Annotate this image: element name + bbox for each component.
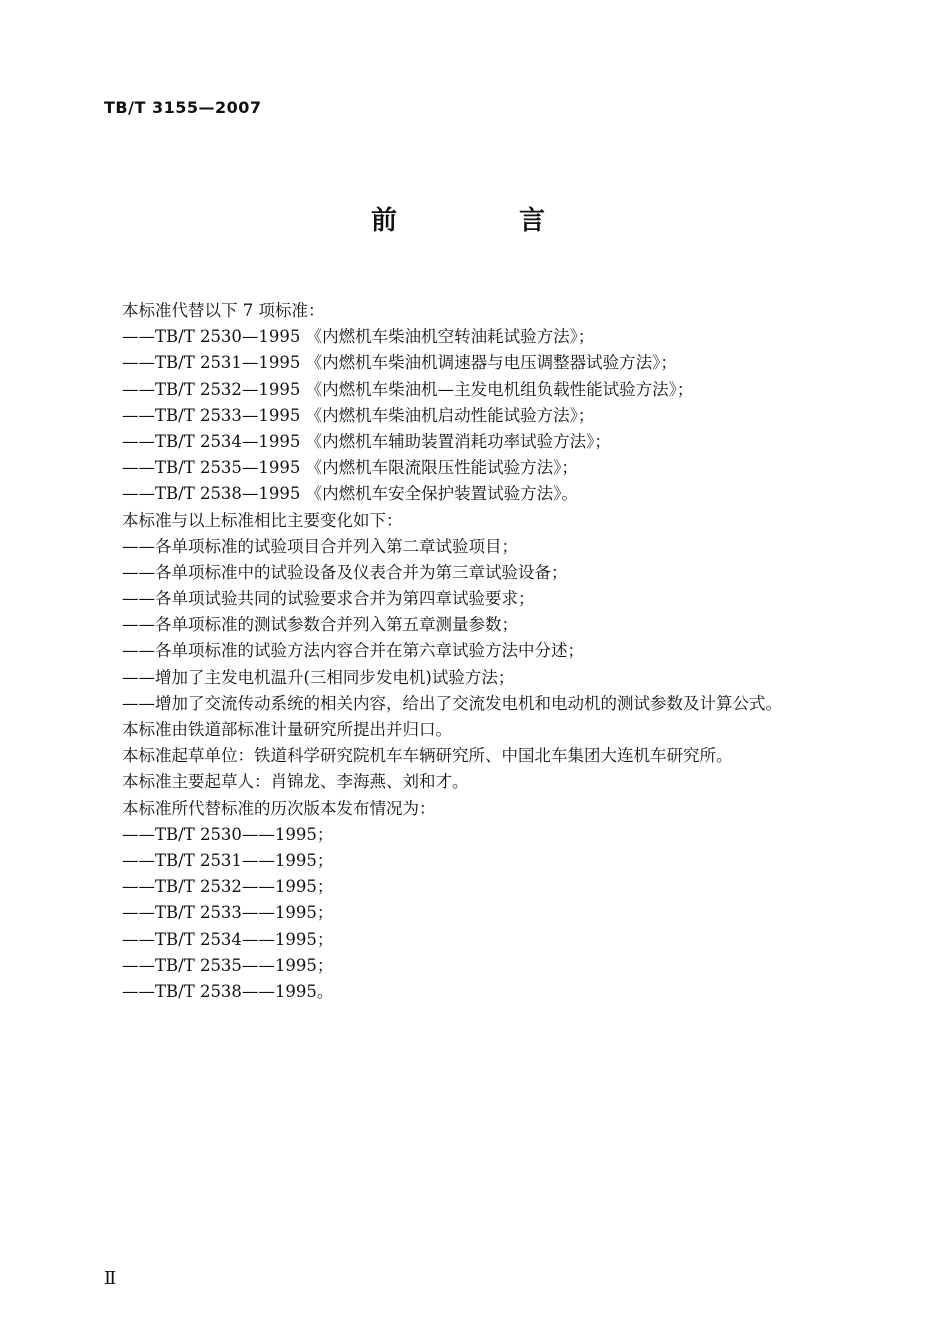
page-number: Ⅱ [104,1268,117,1289]
change-item: ——各单项标准的测试参数合并列入第五章测量参数； [122,615,518,635]
body-line-history-intro: 本标准所代替标准的历次版本发布情况为： [122,798,436,818]
change-item: ——各单项标准中的试验设备及仪表合并为第三章试验设备； [122,562,568,582]
change-item: ——增加了主发电机温升(三相同步发电机)试验方法； [122,667,515,687]
replaced-standard-item: ——TB/T 2535—1995 《内燃机车限流限压性能试验方法》； [122,458,578,478]
page-title: 前 言 [370,206,593,236]
history-item: ——TB/T 2532——1995； [122,877,334,897]
history-item: ——TB/T 2534——1995； [122,929,334,949]
replaced-standard-item: ——TB/T 2530—1995 《内燃机车柴油机空转油耗试验方法》； [122,327,595,347]
replaced-standard-item: ——TB/T 2533—1995 《内燃机车柴油机启动性能试验方法》； [122,405,595,425]
history-item: ——TB/T 2531——1995； [122,850,334,870]
body-line-intro: 本标准代替以下 7 项标准： [122,301,325,320]
history-item: ——TB/T 2530——1995； [122,824,334,844]
body-line-proposer: 本标准由铁道部标准计量研究所提出并归口。 [122,720,452,739]
body-line-drafters: 本标准主要起草人：肖锦龙、李海燕、刘和才。 [122,772,469,792]
change-item: ——增加了交流传动系统的相关内容，给出了交流发电机和电动机的测试参数及计算公式。 [122,693,782,713]
change-item: ——各单项标准的试验方法内容合并在第六章试验方法中分述； [122,641,584,661]
history-item: ——TB/T 2538——1995。 [122,981,334,1001]
replaced-standard-item: ——TB/T 2531—1995 《内燃机车柴油机调速器与电压调整器试验方法》； [122,353,677,373]
body-line-changes-intro: 本标准与以上标准相比主要变化如下： [122,510,403,530]
change-item: ——各单项标准的试验项目合并列入第二章试验项目； [122,536,518,556]
history-item: ——TB/T 2535——1995； [122,955,334,975]
change-item: ——各单项试验共同的试验要求合并为第四章试验要求； [122,589,535,609]
replaced-standard-item: ——TB/T 2538—1995 《内燃机车安全保护装置试验方法》。 [122,484,578,504]
document-body [122,298,822,1005]
replaced-standard-item: ——TB/T 2532—1995 《内燃机车柴油机—主发电机组负载性能试验方法》； [122,379,694,399]
standard-code: TB/T 3155—2007 [104,98,262,117]
history-item: ——TB/T 2533——1995； [122,903,334,923]
replaced-standard-item: ——TB/T 2534—1995 《内燃机车辅助装置消耗功率试验方法》； [122,431,611,451]
body-line-drafting-units: 本标准起草单位：铁道科学研究院机车车辆研究所、中国北车集团大连机车研究所。 [122,746,733,766]
